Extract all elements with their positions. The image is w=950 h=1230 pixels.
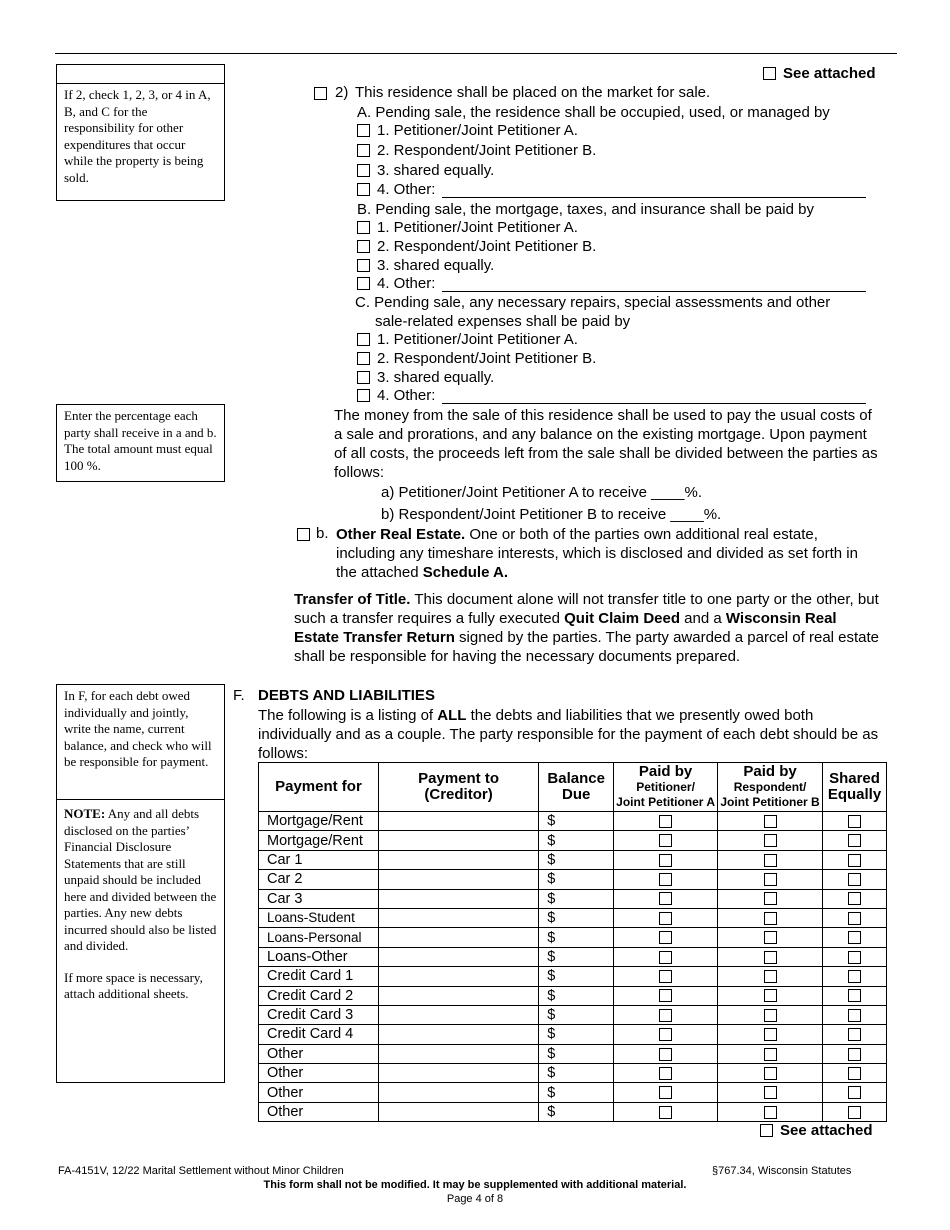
item-letter: b. [316, 525, 329, 542]
a3-label: 3. shared equally. [377, 162, 495, 179]
intro-emphasis: ALL [437, 707, 467, 724]
paid-by-b-checkbox[interactable] [764, 912, 777, 925]
paid-by-a-checkbox[interactable] [659, 1028, 672, 1041]
transfer-return: Wisconsin Real Estate Transfer Return [294, 610, 837, 646]
debt-shared-cell [823, 947, 887, 966]
currency-symbol: $ [547, 968, 556, 985]
debt-payment-for [259, 1025, 379, 1044]
transfer-text: signed by the parties. The party awarded a parcel of real estate shall be responsible for having the necessary documents prepared. [294, 629, 880, 665]
debt-payment-for [259, 1005, 379, 1024]
subsection-c-heading: C. Pending sale, any necessary repairs, special assessments and other [355, 294, 831, 311]
other-real-estate-checkbox[interactable] [297, 528, 310, 541]
paid-by-a-checkbox[interactable] [659, 834, 672, 847]
b3-checkbox[interactable] [357, 259, 370, 272]
debt-balance-input[interactable] [539, 908, 614, 927]
see-attached-label: See attached [783, 65, 876, 82]
paid-by-a-checkbox[interactable] [659, 892, 672, 905]
shared-equally-checkbox[interactable] [848, 834, 861, 847]
paid-by-b-checkbox[interactable] [764, 989, 777, 1002]
debt-paid-by-b-cell [718, 967, 823, 986]
debt-balance-input[interactable] [539, 1083, 614, 1102]
see-attached-bottom-label: See attached [780, 1122, 873, 1139]
debt-balance-input[interactable] [539, 1044, 614, 1063]
see-attached-checkbox[interactable] [763, 67, 776, 80]
debt-paid-by-a-cell [614, 928, 718, 947]
debt-shared-cell [823, 870, 887, 889]
side-note-percentage [56, 404, 225, 482]
side-note-debts [56, 684, 225, 1083]
debt-row [259, 928, 887, 947]
paid-by-b-checkbox[interactable] [764, 815, 777, 828]
shared-equally-checkbox[interactable] [848, 970, 861, 983]
debt-paid-by-b-cell [718, 947, 823, 966]
debt-creditor-input[interactable] [378, 1102, 538, 1121]
debt-row [259, 947, 887, 966]
currency-symbol: $ [547, 910, 556, 927]
note-label: NOTE: [64, 806, 106, 821]
debt-paid-by-a-cell [614, 850, 718, 869]
debt-paid-by-a-cell [614, 1102, 718, 1121]
paid-by-a-checkbox[interactable] [659, 854, 672, 867]
debt-paid-by-a-cell [614, 870, 718, 889]
paid-by-b-checkbox[interactable] [764, 1009, 777, 1022]
debt-shared-cell [823, 1083, 887, 1102]
debt-paid-by-a-cell [614, 889, 718, 908]
debt-balance-input[interactable] [539, 831, 614, 850]
c2-label: 2. Respondent/Joint Petitioner B. [377, 350, 597, 367]
c4-other-input[interactable] [442, 403, 866, 404]
debts-table-body [259, 812, 887, 1122]
debt-row [259, 1005, 887, 1024]
shared-equally-checkbox[interactable] [848, 912, 861, 925]
debt-balance-input[interactable] [539, 928, 614, 947]
other-real-estate-text: One or both of the parties own additional real estate, including any timeshare interests, which is disclosed and divided as set forth in the attached [336, 526, 858, 581]
b4-label: 4. Other: [377, 275, 436, 292]
a4-checkbox[interactable] [357, 183, 370, 196]
shared-equally-checkbox[interactable] [848, 989, 861, 1002]
paid-by-b-checkbox[interactable] [764, 1086, 777, 1099]
debt-name: Mortgage/Rent [267, 832, 363, 849]
col-paid-by-b [718, 763, 823, 812]
debt-shared-cell [823, 831, 887, 850]
intro-text: The following is a listing of [258, 707, 438, 724]
debt-shared-cell [823, 1102, 887, 1121]
b1-checkbox[interactable] [357, 221, 370, 234]
debt-creditor-input[interactable] [378, 1044, 538, 1063]
b2-label: 2. Respondent/Joint Petitioner B. [377, 238, 597, 255]
subsection-c-heading-cont: sale-related expenses shall be paid by [375, 313, 631, 330]
debt-shared-cell [823, 1025, 887, 1044]
a1-checkbox[interactable] [357, 124, 370, 137]
section-f-intro [258, 706, 888, 763]
section-f-title: DEBTS AND LIABILITIES [258, 687, 435, 704]
debt-row [259, 1025, 887, 1044]
c4-label: 4. Other: [377, 387, 436, 404]
debt-paid-by-b-cell [718, 812, 823, 831]
debt-creditor-input[interactable] [378, 889, 538, 908]
intro-text: the debts and liabilities that we presently owed both individually and as a couple. The party responsible for the payment of each debt should be as follows: [258, 707, 879, 762]
c2-checkbox[interactable] [357, 352, 370, 365]
debt-row [259, 1044, 887, 1063]
debt-payment-for [259, 967, 379, 986]
split-a-line: a) Petitioner/Joint Petitioner A to receive ____%. [381, 484, 703, 501]
see-attached-bottom-checkbox[interactable] [760, 1124, 773, 1137]
col-paid-by-label: Paid by [743, 763, 797, 780]
currency-symbol: $ [547, 851, 556, 868]
b1-label: 1. Petitioner/Joint Petitioner A. [377, 219, 578, 236]
currency-symbol: $ [547, 948, 556, 965]
a2-label: 2. Respondent/Joint Petitioner B. [377, 142, 597, 159]
paid-by-a-checkbox[interactable] [659, 1086, 672, 1099]
shared-equally-checkbox[interactable] [848, 1086, 861, 1099]
subsection-b-heading: B. Pending sale, the mortgage, taxes, and insurance shall be paid by [357, 201, 814, 218]
debt-balance-input[interactable] [539, 889, 614, 908]
debt-paid-by-b-cell [718, 1083, 823, 1102]
debt-paid-by-b-cell [718, 889, 823, 908]
currency-symbol: $ [547, 832, 556, 849]
paid-by-a-checkbox[interactable] [659, 815, 672, 828]
debt-paid-by-b-cell [718, 1025, 823, 1044]
b2-checkbox[interactable] [357, 240, 370, 253]
debts-header-row [259, 763, 887, 812]
debt-name: Mortgage/Rent [267, 813, 363, 830]
debt-balance-input[interactable] [539, 1005, 614, 1024]
footer-statute: §767.34, Wisconsin Statutes [712, 1165, 852, 1177]
paid-by-a-checkbox[interactable] [659, 912, 672, 925]
currency-symbol: $ [547, 929, 556, 946]
debt-paid-by-a-cell [614, 1044, 718, 1063]
col-jpb-label: Joint Petitioner B [720, 795, 820, 809]
transfer-of-title-paragraph [294, 590, 884, 666]
paid-by-b-checkbox[interactable] [764, 892, 777, 905]
debt-payment-for [259, 850, 379, 869]
col-jpa-label: Joint Petitioner A [616, 795, 716, 809]
shared-equally-checkbox[interactable] [848, 1048, 861, 1061]
market-sale-checkbox[interactable] [314, 87, 327, 100]
debt-balance-input[interactable] [539, 850, 614, 869]
currency-symbol: $ [547, 1065, 556, 1082]
paid-by-a-checkbox[interactable] [659, 951, 672, 964]
debt-name: Car 2 [267, 871, 303, 888]
debt-paid-by-a-cell [614, 947, 718, 966]
col-payment-to-label: Payment to [418, 770, 499, 787]
debt-name: Other [267, 1084, 304, 1101]
b4-other-input[interactable] [442, 291, 866, 292]
debt-name: Loans-Other [267, 948, 348, 965]
debt-creditor-input[interactable] [378, 908, 538, 927]
debt-name: Credit Card 3 [267, 1007, 354, 1024]
debt-name: Credit Card 2 [267, 987, 354, 1004]
debt-creditor-input[interactable] [378, 986, 538, 1005]
transfer-text: This document alone will not transfer title to one party or the other, but such a transfer requires a fully executed [294, 591, 879, 627]
debt-balance-input[interactable] [539, 1102, 614, 1121]
debt-payment-for [259, 986, 379, 1005]
paid-by-b-checkbox[interactable] [764, 834, 777, 847]
debt-paid-by-b-cell [718, 1044, 823, 1063]
debt-paid-by-a-cell [614, 812, 718, 831]
col-paid-by-a [614, 763, 718, 812]
debt-paid-by-b-cell [718, 1102, 823, 1121]
debt-paid-by-a-cell [614, 908, 718, 927]
debt-payment-for [259, 928, 379, 947]
paid-by-a-checkbox[interactable] [659, 970, 672, 983]
proceeds-paragraph: The money from the sale of this residence shall be used to pay the usual costs of a sale and prorations, and any balance on the existing mortgage. Upon payment of all costs, the proceeds left from the sale shall be divided between the parties as follows: [334, 407, 878, 481]
a4-label: 4. Other: [377, 181, 436, 198]
paid-by-b-checkbox[interactable] [764, 1048, 777, 1061]
shared-equally-checkbox[interactable] [848, 931, 861, 944]
a1-label: 1. Petitioner/Joint Petitioner A. [377, 122, 578, 139]
debt-creditor-input[interactable] [378, 870, 538, 889]
shared-equally-checkbox[interactable] [848, 951, 861, 964]
section-f-letter: F. [233, 687, 245, 704]
paid-by-a-checkbox[interactable] [659, 931, 672, 944]
col-equally-label: Equally [827, 786, 882, 803]
debt-paid-by-a-cell [614, 831, 718, 850]
debt-creditor-input[interactable] [378, 1064, 538, 1083]
debt-paid-by-b-cell [718, 1064, 823, 1083]
debt-shared-cell [823, 1005, 887, 1024]
currency-symbol: $ [547, 1007, 556, 1024]
paid-by-b-checkbox[interactable] [764, 1067, 777, 1080]
debt-payment-for [259, 1102, 379, 1121]
subsection-a-heading: A. Pending sale, the residence shall be occupied, used, or managed by [357, 104, 830, 121]
debt-name: Other [267, 1104, 304, 1121]
debt-paid-by-a-cell [614, 1005, 718, 1024]
debt-creditor-input[interactable] [378, 850, 538, 869]
debt-creditor-input[interactable] [378, 1083, 538, 1102]
debt-payment-for [259, 1064, 379, 1083]
paid-by-a-checkbox[interactable] [659, 1067, 672, 1080]
debt-shared-cell [823, 1064, 887, 1083]
currency-symbol: $ [547, 1026, 556, 1043]
footer-page-number: Page 4 of 8 [446, 1193, 504, 1205]
paid-by-a-checkbox[interactable] [659, 873, 672, 886]
shared-equally-checkbox[interactable] [848, 1009, 861, 1022]
debt-shared-cell [823, 850, 887, 869]
debt-balance-input[interactable] [539, 870, 614, 889]
currency-symbol: $ [547, 890, 556, 907]
col-shared-label: Shared [829, 770, 880, 787]
debt-creditor-input[interactable] [378, 947, 538, 966]
debt-name: Credit Card 4 [267, 1026, 354, 1043]
debt-name: Car 1 [267, 851, 303, 868]
transfer-title: Transfer of Title. [294, 591, 411, 608]
debt-row [259, 831, 887, 850]
debt-paid-by-a-cell [614, 986, 718, 1005]
debt-paid-by-a-cell [614, 1064, 718, 1083]
side-note-text: In F, for each debt owed individually and jointly, write the name, current balance, and check who will be responsible for payment. [57, 685, 224, 800]
quit-claim-deed: Quit Claim Deed [564, 610, 680, 627]
debt-name: Credit Card 1 [267, 968, 354, 985]
debt-shared-cell [823, 889, 887, 908]
debt-paid-by-b-cell [718, 850, 823, 869]
debts-table [258, 762, 887, 1122]
debt-shared-cell [823, 928, 887, 947]
debt-payment-for [259, 812, 379, 831]
debt-creditor-input[interactable] [378, 812, 538, 831]
debt-row [259, 812, 887, 831]
debt-row [259, 908, 887, 927]
col-paid-by-label: Paid by [638, 763, 693, 780]
col-balance [539, 763, 614, 812]
debt-shared-cell [823, 908, 887, 927]
split-b-line: b) Respondent/Joint Petitioner B to receive ____%. [381, 506, 722, 523]
schedule-a-reference: Schedule A. [422, 564, 509, 581]
paid-by-a-checkbox[interactable] [659, 1048, 672, 1061]
side-note-text: If 2, check 1, 2, 3, or 4 in A, B, and C for the responsibility for other expenditures that occur while the property is being sold. [64, 87, 211, 185]
c3-label: 3. shared equally. [377, 369, 495, 386]
a4-other-input[interactable] [442, 197, 866, 198]
paid-by-a-checkbox[interactable] [659, 1009, 672, 1022]
col-creditor-label: (Creditor) [424, 786, 493, 803]
debt-name: Other [267, 1065, 304, 1082]
c3-checkbox[interactable] [357, 371, 370, 384]
shared-equally-checkbox[interactable] [848, 854, 861, 867]
debt-shared-cell [823, 986, 887, 1005]
debt-creditor-input[interactable] [378, 1005, 538, 1024]
debt-creditor-input[interactable] [378, 1025, 538, 1044]
debt-balance-input[interactable] [539, 947, 614, 966]
debt-paid-by-a-cell [614, 1025, 718, 1044]
col-petitioner-label: Petitioner/ [636, 780, 695, 794]
debt-shared-cell [823, 812, 887, 831]
debt-payment-for [259, 889, 379, 908]
debt-balance-input[interactable] [539, 1025, 614, 1044]
c1-label: 1. Petitioner/Joint Petitioner A. [377, 331, 578, 348]
currency-symbol: $ [547, 813, 556, 830]
paid-by-b-checkbox[interactable] [764, 970, 777, 983]
debt-balance-input[interactable] [539, 986, 614, 1005]
note-text: Any and all debts disclosed on the parties’ Financial Disclosure Statements that are still unpaid should be included here and divided between the parties. Any new debts incurred should also be listed and divided. [64, 806, 217, 953]
debt-payment-for [259, 947, 379, 966]
col-balance-label: Balance [547, 770, 605, 787]
debt-payment-for [259, 1083, 379, 1102]
debt-payment-for [259, 870, 379, 889]
top-rule [55, 53, 897, 54]
currency-symbol: $ [547, 1104, 556, 1121]
debt-name: Loans-Student [267, 910, 355, 926]
paid-by-b-checkbox[interactable] [764, 951, 777, 964]
debt-paid-by-b-cell [718, 928, 823, 947]
debt-creditor-input[interactable] [378, 928, 538, 947]
paid-by-b-checkbox[interactable] [764, 873, 777, 886]
debt-row [259, 889, 887, 908]
b3-label: 3. shared equally. [377, 257, 495, 274]
debt-paid-by-b-cell [718, 986, 823, 1005]
paid-by-b-checkbox[interactable] [764, 931, 777, 944]
debt-balance-input[interactable] [539, 1064, 614, 1083]
shared-equally-checkbox[interactable] [848, 1028, 861, 1041]
currency-symbol: $ [547, 1084, 556, 1101]
shared-equally-checkbox[interactable] [848, 892, 861, 905]
debt-paid-by-b-cell [718, 908, 823, 927]
col-payment-to [378, 763, 538, 812]
paid-by-a-checkbox[interactable] [659, 989, 672, 1002]
shared-equally-checkbox[interactable] [848, 815, 861, 828]
debt-shared-cell [823, 967, 887, 986]
a2-checkbox[interactable] [357, 144, 370, 157]
col-shared [823, 763, 887, 812]
footer-notice: This form shall not be modified. It may be supplemented with additional material. [263, 1179, 687, 1191]
debt-balance-input[interactable] [539, 967, 614, 986]
debt-row [259, 850, 887, 869]
currency-symbol: $ [547, 871, 556, 888]
debt-paid-by-b-cell [718, 870, 823, 889]
b4-checkbox[interactable] [357, 277, 370, 290]
col-payment-for [259, 763, 379, 812]
col-due-label: Due [562, 786, 591, 803]
paid-by-b-checkbox[interactable] [764, 854, 777, 867]
transfer-text: and a [680, 610, 726, 627]
debt-row [259, 870, 887, 889]
shared-equally-checkbox[interactable] [848, 1106, 861, 1119]
shared-equally-checkbox[interactable] [848, 1067, 861, 1080]
col-respondent-label: Respondent/ [733, 780, 807, 794]
debt-creditor-input[interactable] [378, 831, 538, 850]
debt-payment-for [259, 1044, 379, 1063]
debt-balance-input[interactable] [539, 812, 614, 831]
paid-by-a-checkbox[interactable] [659, 1106, 672, 1119]
paid-by-b-checkbox[interactable] [764, 1106, 777, 1119]
debt-row [259, 967, 887, 986]
currency-symbol: $ [547, 987, 556, 1004]
c4-checkbox[interactable] [357, 389, 370, 402]
side-note-text: Enter the percentage each party shall receive in a and b. The total amount must equal 100 %. [64, 408, 217, 473]
debt-payment-for [259, 831, 379, 850]
debt-row [259, 1102, 887, 1121]
market-sale-heading: This residence shall be placed on the market for sale. [355, 84, 711, 101]
debt-creditor-input[interactable] [378, 967, 538, 986]
debt-paid-by-b-cell [718, 1005, 823, 1024]
other-real-estate-title: Other Real Estate. [336, 526, 466, 543]
shared-equally-checkbox[interactable] [848, 873, 861, 886]
side-note-text: If more space is necessary, attach additional sheets. [64, 969, 203, 1001]
side-note-header-bar [57, 65, 224, 84]
debt-payment-for [259, 908, 379, 927]
other-real-estate-paragraph [336, 525, 881, 582]
c1-checkbox[interactable] [357, 333, 370, 346]
paid-by-b-checkbox[interactable] [764, 1028, 777, 1041]
item-number: 2) [335, 84, 349, 101]
debt-paid-by-b-cell [718, 831, 823, 850]
col-payment-for-label: Payment for [275, 778, 362, 795]
debt-paid-by-a-cell [614, 1083, 718, 1102]
debt-row [259, 1064, 887, 1083]
debt-row [259, 986, 887, 1005]
side-note-sale-expenses [56, 64, 225, 201]
debt-shared-cell [823, 1044, 887, 1063]
currency-symbol: $ [547, 1045, 556, 1062]
debt-name: Car 3 [267, 890, 303, 907]
side-note-note [57, 800, 224, 958]
debt-name: Loans-Personal [267, 929, 362, 945]
a3-checkbox[interactable] [357, 164, 370, 177]
debt-name: Other [267, 1045, 304, 1062]
footer-form-id: FA-4151V, 12/22 Marital Settlement without Minor Children [58, 1165, 344, 1177]
debt-paid-by-a-cell [614, 967, 718, 986]
debt-row [259, 1083, 887, 1102]
